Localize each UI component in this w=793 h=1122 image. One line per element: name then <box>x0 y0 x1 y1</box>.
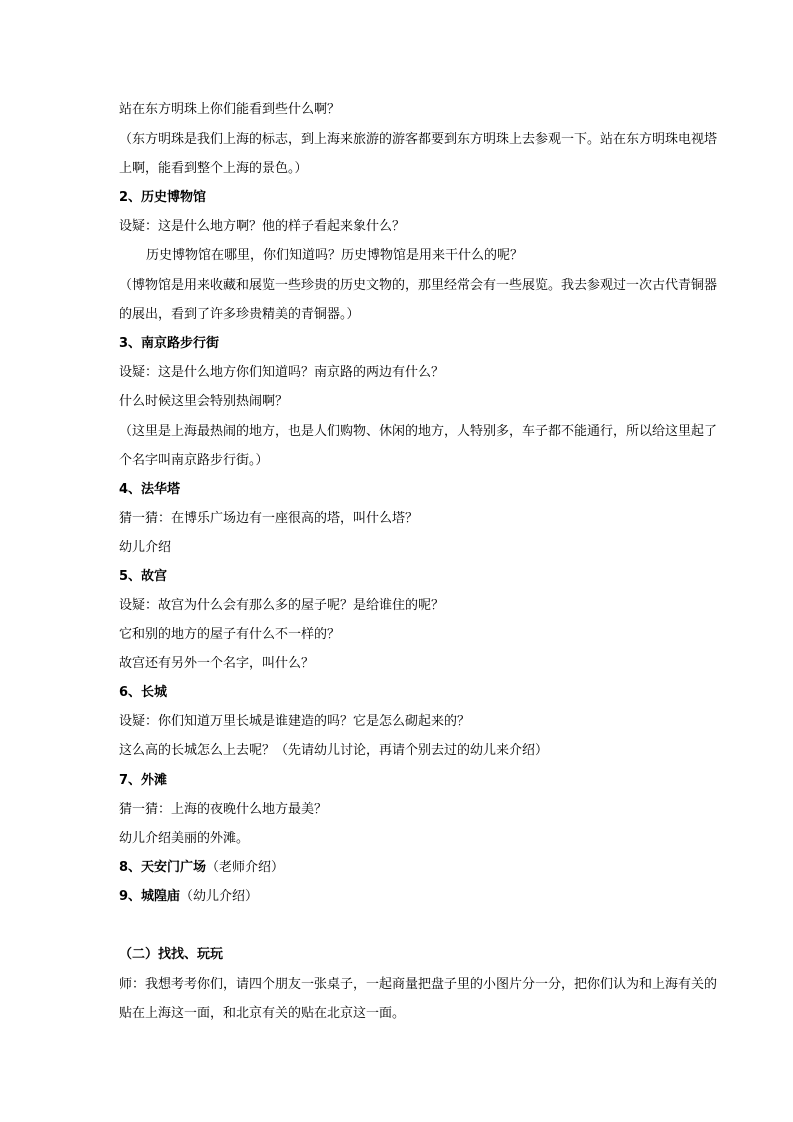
text-line: 幼儿介绍美丽的外滩。 <box>119 831 250 846</box>
heading-nanjing-road: 3、南京路步行街 <box>119 336 220 351</box>
text-line: 设疑：这是什么地方啊？他的样子看起来象什么？ <box>119 219 406 234</box>
text-line: （博物馆是用来收藏和展览一些珍贵的历史文物的，那里经常会有一些展览。我去参观过一次古代青铜器 <box>119 278 718 293</box>
text-line: 幼儿介绍 <box>119 540 172 555</box>
text-line: 猜一猜：上海的夜晚什么地方最美？ <box>119 802 328 817</box>
text-line: 师：我想考考你们，请四个朋友一张桌子，一起商量把盘子里的小图片分一分，把你们认为和上海有关的 <box>119 977 718 992</box>
text-line: 历史博物馆在哪里，你们知道吗？历史博物馆是用来干什么的呢？ <box>146 248 524 263</box>
section-heading-find-play: （二）找找、玩玩 <box>119 947 224 962</box>
text-line: 站在东方明珠上你们能看到些什么啊？ <box>119 102 341 117</box>
heading-great-wall: 6、长城 <box>119 685 168 700</box>
text-line: 的展出，看到了许多珍贵精美的青铜器。） <box>119 307 360 322</box>
heading-the-bund: 7、外滩 <box>119 773 168 788</box>
heading-chenghuang-title: 9、城隍庙 <box>119 889 181 904</box>
heading-history-museum: 2、历史博物馆 <box>119 190 207 205</box>
text-line: 设疑：你们知道万里长城是谁建造的吗？它是怎么砌起来的？ <box>119 714 471 729</box>
text-line: 什么时候这里会特别热闹啊？ <box>119 394 289 409</box>
heading-chenghuang-temple <box>119 888 693 906</box>
heading-tiananmen <box>119 859 693 877</box>
text-line: 故宫还有另外一个名字，叫什么？ <box>119 656 315 671</box>
heading-tiananmen-note: （老师介绍） <box>206 860 285 875</box>
text-line: 设疑：故宫为什么会有那么多的屋子呢？是给谁住的呢？ <box>119 598 445 613</box>
heading-fahua-pagoda: 4、法华塔 <box>119 482 181 497</box>
text-line: 上啊，能看到整个上海的景色。） <box>119 161 308 176</box>
text-line: 设疑：这是什么地方你们知道吗？南京路的两边有什么？ <box>119 365 445 380</box>
heading-chenghuang-note: （幼儿介绍） <box>180 889 259 904</box>
text-line: （东方明珠是我们上海的标志，到上海来旅游的游客都要到东方明珠上去参观一下。站在东方明珠电视塔 <box>119 132 718 147</box>
text-line: 个名字叫南京路步行街。） <box>119 453 269 468</box>
text-line: 它和别的地方的屋子有什么不一样的？ <box>119 627 341 642</box>
text-line: 这么高的长城怎么上去呢？（先请幼儿讨论，再请个别去过的幼儿来介绍） <box>119 743 549 758</box>
text-line: 贴在上海这一面，和北京有关的贴在北京这一面。 <box>119 1006 406 1021</box>
heading-tiananmen-title: 8、天安门广场 <box>119 860 207 875</box>
text-line: 猜一猜：在博乐广场边有一座很高的塔，叫什么塔？ <box>119 511 419 526</box>
heading-forbidden-city: 5、故宫 <box>119 569 168 584</box>
text-line: （这里是上海最热闹的地方，也是人们购物、休闲的地方，人特别多，车子都不能通行，所以给这里起了 <box>119 424 718 439</box>
